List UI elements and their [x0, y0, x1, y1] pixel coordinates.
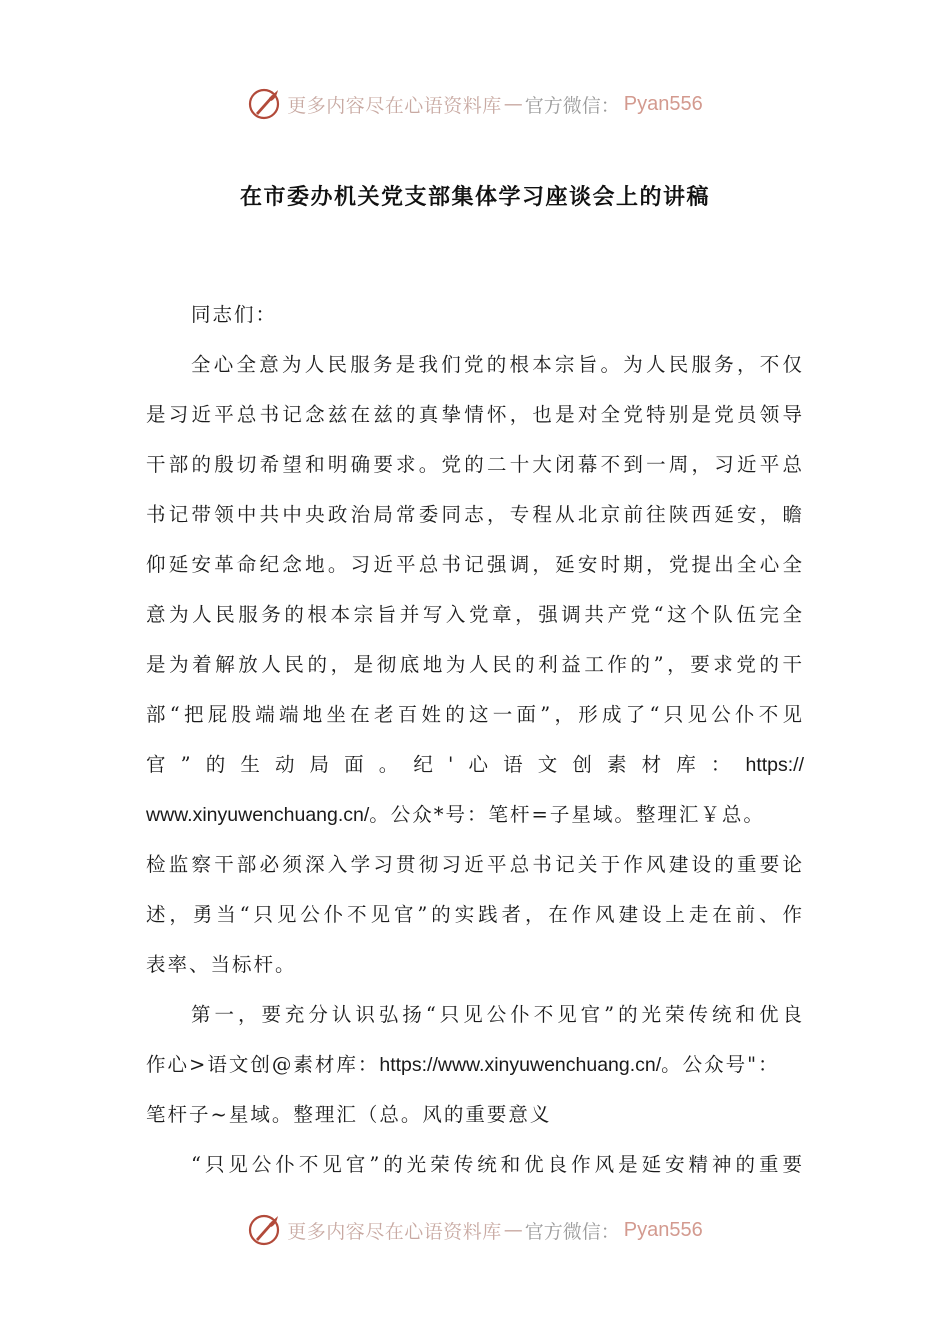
- body-line: [146, 1040, 804, 1090]
- quill-logo-icon: [247, 87, 281, 121]
- body-line: [146, 740, 804, 790]
- body-line: 全心全意为人民服务是我们党的根本宗旨。为人民服务，不仅: [191, 353, 804, 376]
- banner-wechat-id: Pyan556: [623, 1218, 703, 1241]
- banner-official-label: 官方微信：: [524, 1220, 620, 1243]
- url-fragment: https://: [745, 754, 804, 776]
- url-fragment: www.xinyuwenchuang.cn/: [146, 804, 370, 826]
- banner-dash: —: [503, 93, 523, 115]
- body-line: [146, 790, 804, 840]
- body-line-text: 官”的生动局面。纪'心语文创素材库：: [146, 753, 746, 776]
- body-line: 是为着解放人民的，是彻底地为人民的利益工作的”，要求党的干: [146, 653, 804, 676]
- document-title: 在市委办机关党支部集体学习座谈会上的讲稿: [239, 185, 710, 210]
- body-line: 仰延安革命纪念地。习近平总书记强调，延安时期，党提出全心全: [146, 553, 804, 576]
- banner-brand-text: 更多内容尽在心语资料库: [287, 94, 502, 117]
- body-line: 表率、当标杆。: [146, 953, 297, 976]
- header-watermark-banner: [0, 84, 950, 124]
- body-line: 意为人民服务的根本宗旨并写入党章，强调共产党“这个队伍完全: [146, 603, 804, 626]
- body-line-text: 。公众号"：: [661, 1053, 780, 1076]
- footer-watermark-banner: [0, 1210, 950, 1250]
- body-line: 书记带领中共中央政治局常委同志，专程从北京前往陕西延安，瞻: [146, 503, 804, 526]
- body-line-text: 作心>语文创@素材库：: [146, 1053, 380, 1076]
- salutation: 同志们：: [191, 303, 278, 326]
- body-line: 是习近平总书记念兹在兹的真挚情怀，也是对全党特别是党员领导: [146, 403, 804, 426]
- body-line-text: 。公众*号：笔杆=子星域。整理汇￥总。: [369, 803, 765, 826]
- body-line: “只见公仆不见官”的光荣传统和优良作风是延安精神的重要: [191, 1153, 804, 1176]
- banner-dash: —: [503, 1219, 523, 1241]
- body-line: 检监察干部必须深入学习贯彻习近平总书记关于作风建设的重要论: [146, 853, 804, 876]
- body-line: 干部的殷切希望和明确要求。党的二十大闭幕不到一周，习近平总: [146, 453, 804, 476]
- document-body: [146, 290, 804, 1190]
- quill-logo-icon: [247, 1213, 281, 1247]
- banner-official-label: 官方微信：: [524, 94, 620, 117]
- body-line: 笔杆子~星域。整理汇（总。风的重要意义: [146, 1103, 552, 1126]
- body-line: 部“把屁股端端地坐在老百姓的这一面”，形成了“只见公仆不见: [146, 703, 804, 726]
- url-text: https://www.xinyuwenchuang.cn/: [379, 1054, 662, 1076]
- banner-brand-text: 更多内容尽在心语资料库: [287, 1220, 502, 1243]
- banner-wechat-id: Pyan556: [623, 92, 703, 115]
- body-line: 述，勇当“只见公仆不见官”的实践者，在作风建设上走在前、作: [146, 903, 804, 926]
- body-line: 第一，要充分认识弘扬“只见公仆不见官”的光荣传统和优良: [191, 1003, 804, 1026]
